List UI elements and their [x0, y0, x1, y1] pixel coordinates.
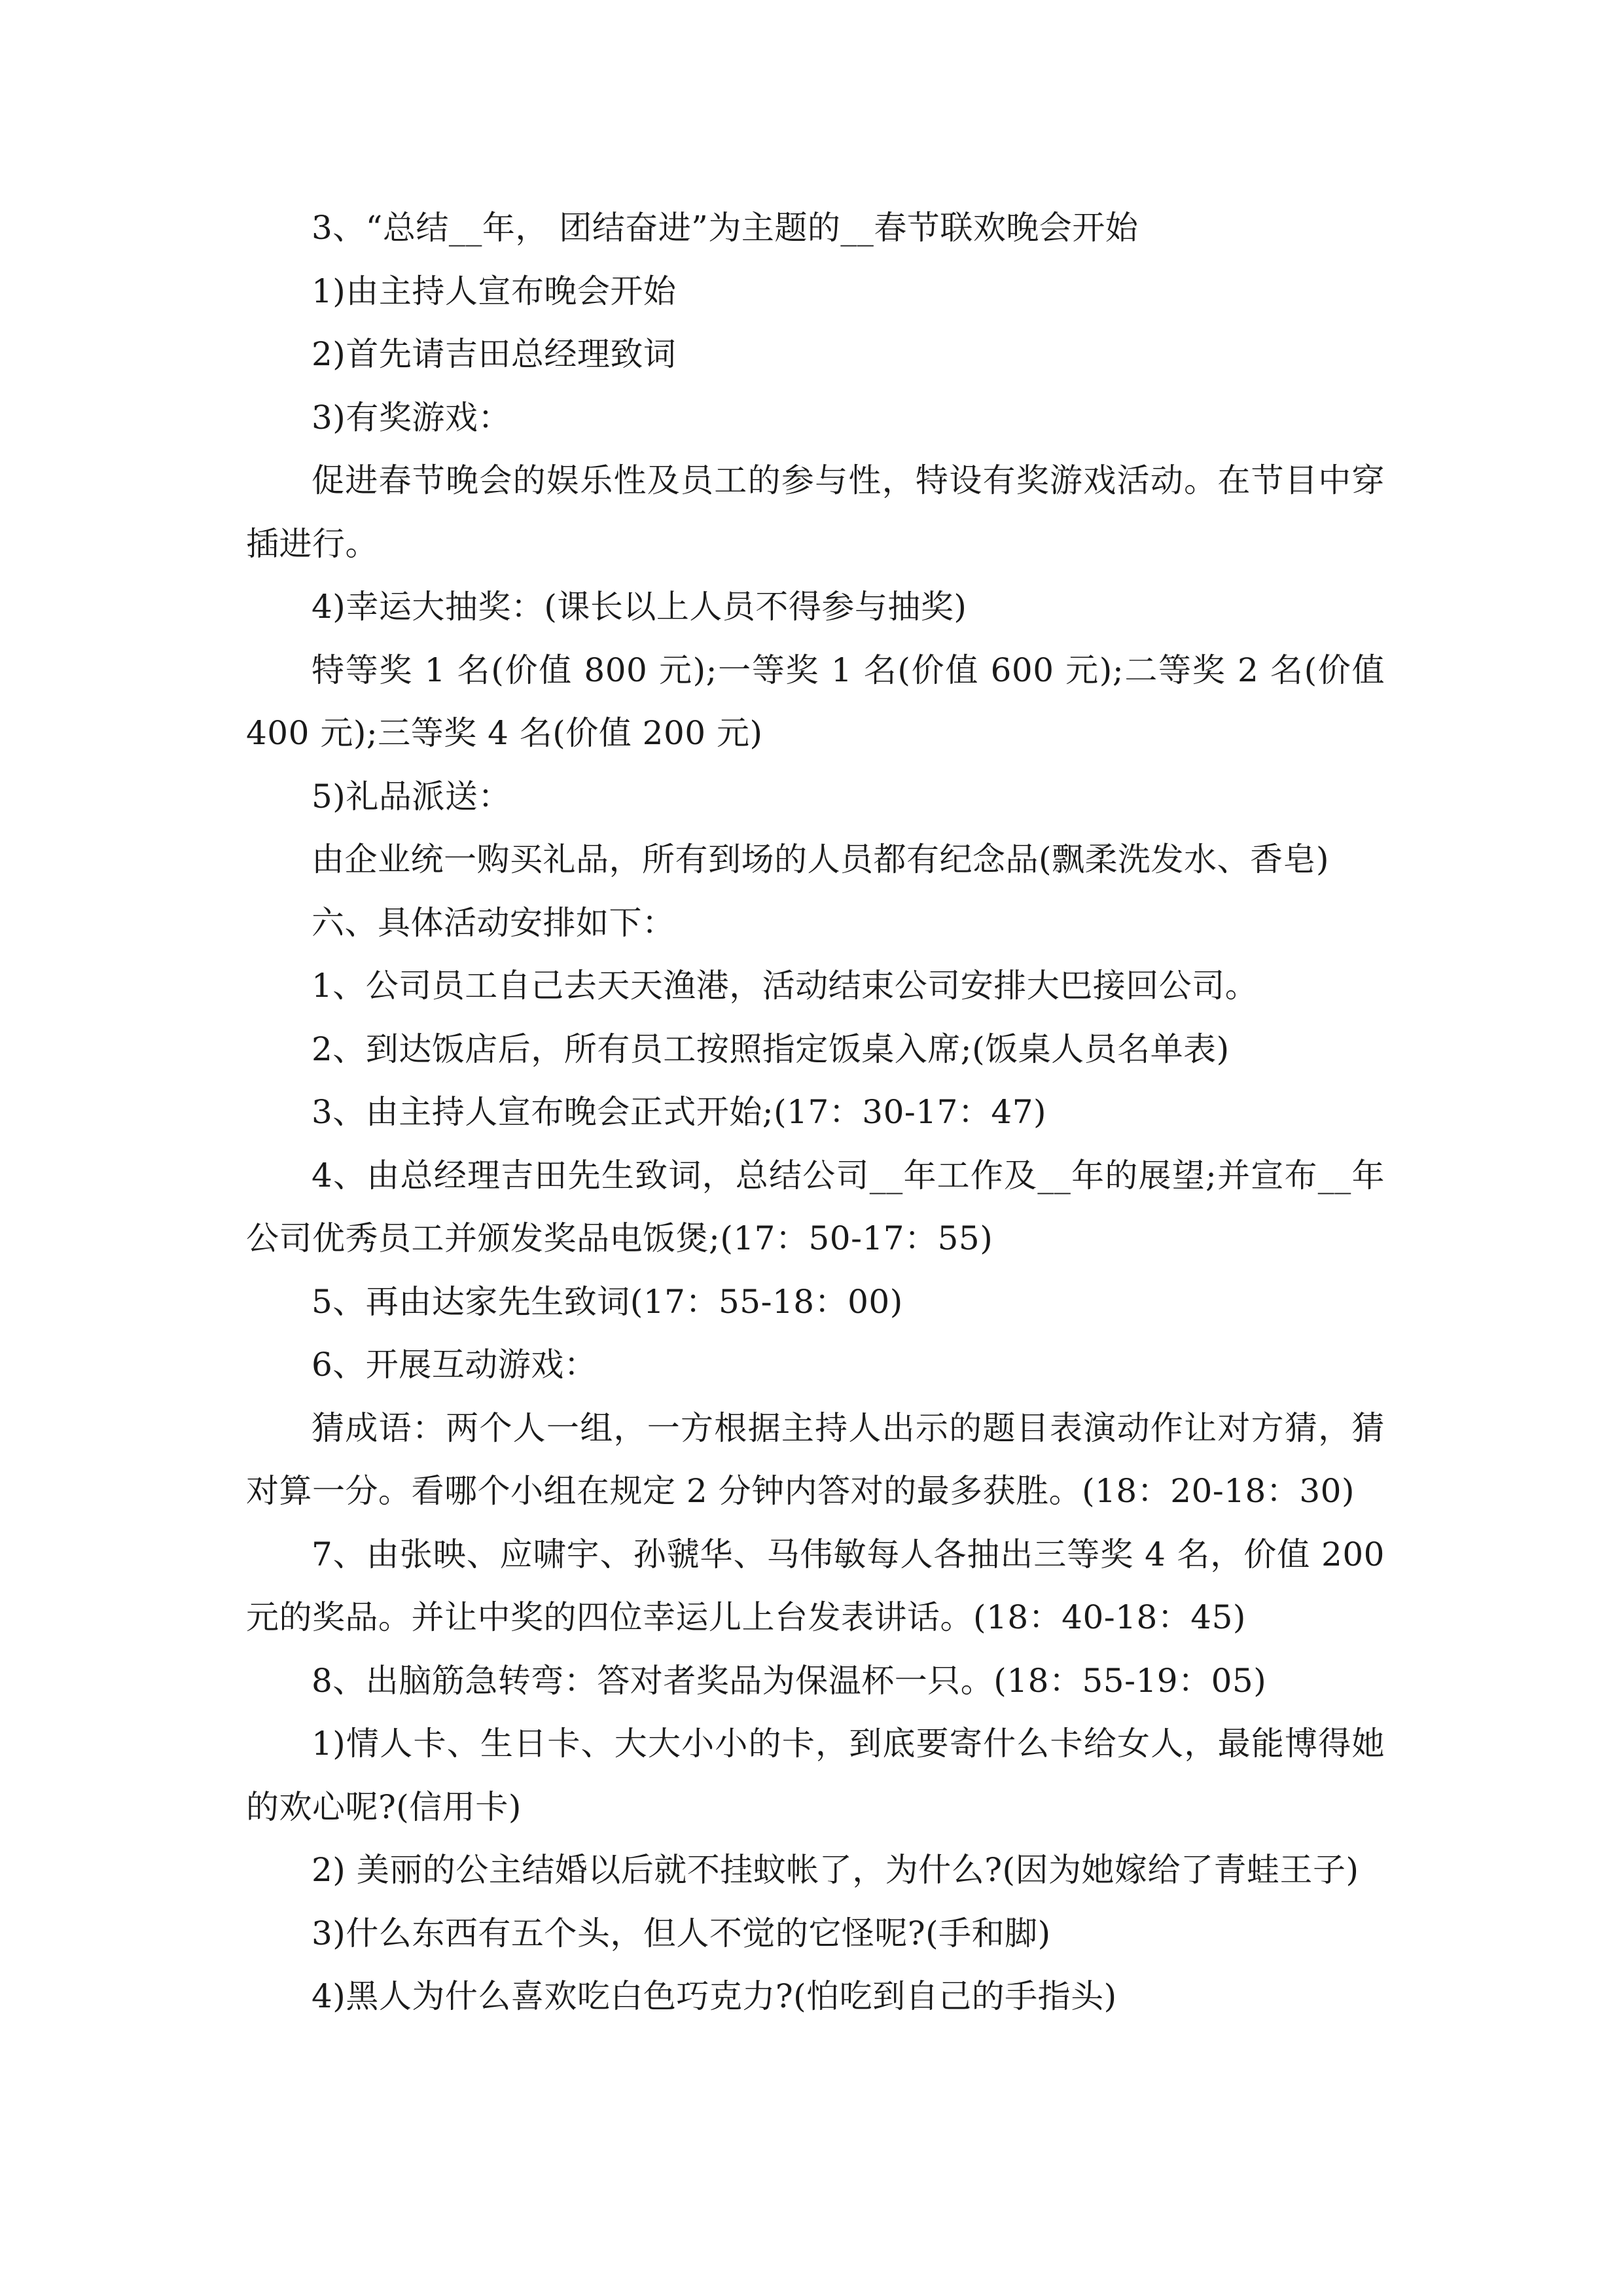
- paragraph-host-announce: 1)由主持人宣布晚会开始: [312, 272, 677, 310]
- paragraph-prize-games-heading: 3)有奖游戏：: [312, 398, 511, 437]
- paragraph-section-6-heading: 六、具体活动安排如下：: [312, 903, 675, 942]
- paragraph-item-1: 1、公司员工自己去天天渔港，活动结束公司安排大巴接回公司。: [312, 967, 1258, 1005]
- paragraph-section-3-heading: 3、“总结__年， 团结奋进”为主题的__春节联欢晚会开始: [312, 209, 1139, 247]
- paragraph-item-8: 8、出脑筋急转弯：答对者奖品为保温杯一只。(18：55-19：05): [312, 1661, 1267, 1700]
- paragraph-idiom-game: 猜成语：两个人一组，一方根据主持人出示的题目表演动作让对方猜，猜对算一分。看哪个小组在规定 2 分钟内答对的最多获胜。(18：20-18：30): [246, 1408, 1385, 1510]
- paragraph-riddle-2: 2) 美丽的公主结婚以后就不挂蚊帐了，为什么?(因为她嫁给了青蛙王子): [312, 1851, 1359, 1889]
- document-body: [246, 196, 1385, 2028]
- paragraph-gm-speech: 2)首先请吉田总经理致词: [312, 335, 677, 373]
- paragraph-item-3: 3、由主持人宣布晚会正式开始;(17：30-17：47): [312, 1093, 1047, 1131]
- paragraph-lucky-draw-prizes: 特等奖 1 名(价值 800 元);一等奖 1 名(价值 600 元);二等奖 2 名(价值 400 元);三等奖 4 名(价值 200 元): [246, 651, 1385, 752]
- paragraph-riddle-3: 3)什么东西有五个头，但人不觉的它怪呢?(手和脚): [312, 1914, 1051, 1952]
- paragraph-lucky-draw-heading: 4)幸运大抽奖：(课长以上人员不得参与抽奖): [312, 588, 967, 626]
- paragraph-item-6: 6、开展互动游戏：: [312, 1346, 597, 1384]
- paragraph-item-2: 2、到达饭店后，所有员工按照指定饭桌入席;(饭桌人员名单表): [312, 1030, 1230, 1068]
- paragraph-prize-games-desc: 促进春节晚会的娱乐性及员工的参与性，特设有奖游戏活动。在节目中穿插进行。: [246, 461, 1385, 563]
- paragraph-item-4: 4、由总经理吉田先生致词，总结公司__年工作及__年的展望;并宣布__年公司优秀员工并颁发奖品电饭煲;(17：50-17：55): [246, 1156, 1385, 1257]
- paragraph-item-7: 7、由张映、应啸宇、孙虢华、马伟敏每人各抽出三等奖 4 名，价值 200 元的奖品。并让中奖的四位幸运儿上台发表讲话。(18：40-18：45): [246, 1535, 1385, 1636]
- paragraph-riddle-1: 1)情人卡、生日卡、大大小小的卡，到底要寄什么卡给女人，最能博得她的欢心呢?(信用卡): [246, 1725, 1385, 1826]
- paragraph-item-5: 5、再由达家先生致词(17：55-18：00): [312, 1282, 903, 1321]
- paragraph-riddle-4: 4)黑人为什么喜欢吃白色巧克力?(怕吃到自己的手指头): [312, 1977, 1117, 2015]
- paragraph-gift-heading: 5)礼品派送：: [312, 777, 511, 816]
- paragraph-gift-desc: 由企业统一购买礼品，所有到场的人员都有纪念品(飘柔洗发水、香皂): [312, 840, 1330, 878]
